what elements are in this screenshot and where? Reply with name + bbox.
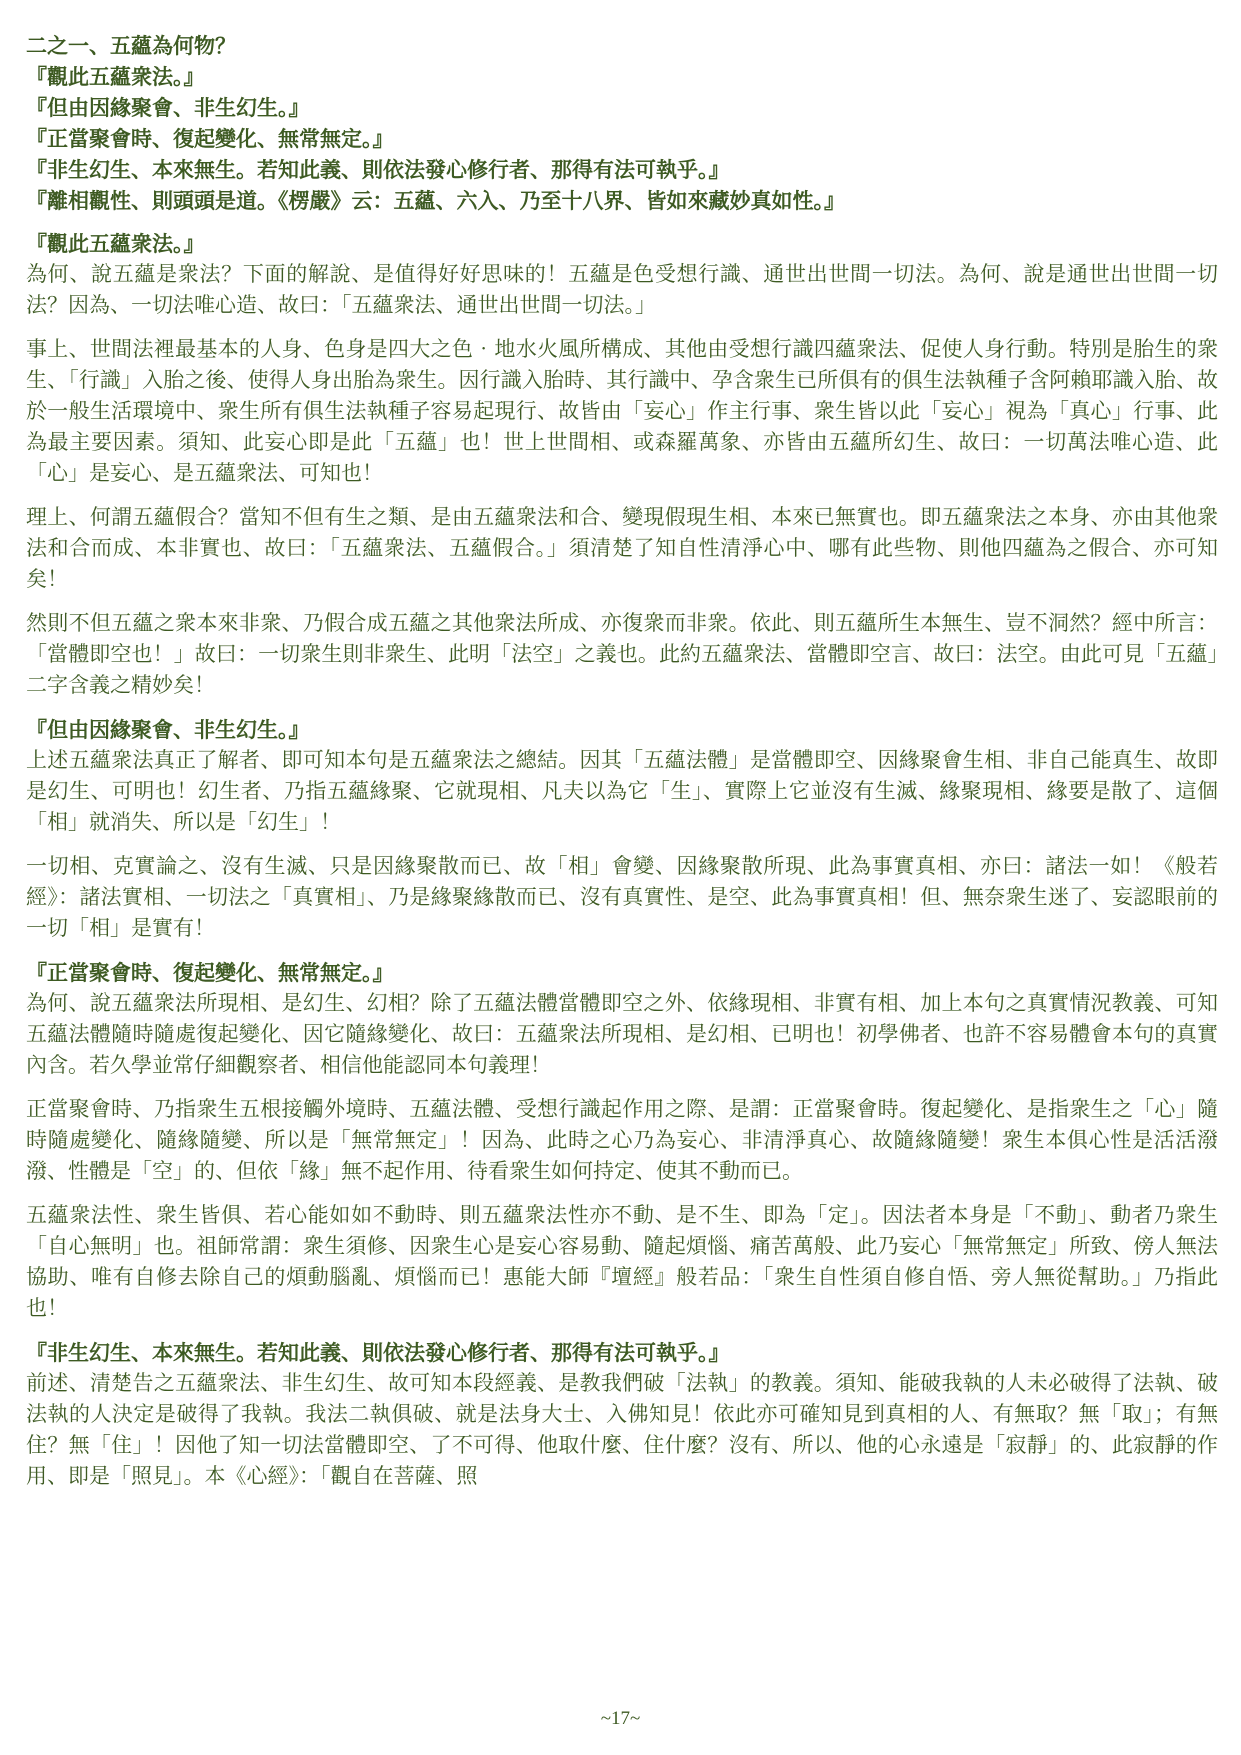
section-2 — [26, 714, 1218, 944]
paragraph: 前述、清楚告之五蘊衆法、非生幻生、故可知本段經義、是教我們破「法執」的教義。須知、能破我執的人未必破得了法執、破法執的人決定是破得了我執。我法二執俱破、就是法身大士、入佛知見！依此亦可確知見到真相的人、有無取？無「取」；有無住？無「住」！因他了知一切法當體即空、了不可得、他取什麼、住什麼？沒有、所以、他的心永遠是「寂靜」的、此寂靜的作用、即是「照見」。本《心經》：「觀自在菩薩、照 — [26, 1371, 1218, 1488]
document-page — [26, 30, 1218, 1720]
paragraph: 理上、何謂五蘊假合？當知不但有生之類、是由五蘊衆法和合、變現假現生相、本來已無實也。即五蘊衆法之本身、亦由其他衆法和合而成、本非實也、故曰：「五蘊衆法、五蘊假合。」須清楚了知自性清淨心中、哪有此些物、則他四蘊為之假合、亦可知矣！ — [26, 505, 1218, 591]
section-heading: 『正當聚會時、復起變化、無常無定。』 — [26, 960, 394, 985]
intro-line: 『離相觀性、則頭頭是道。《楞嚴》云：五蘊、六入、乃至十八界、皆如來藏妙真如性。』 — [26, 188, 845, 213]
intro-line: 『觀此五蘊衆法。』 — [26, 64, 205, 89]
section-heading: 『觀此五蘊衆法。』 — [26, 231, 205, 256]
paragraph: 五蘊衆法性、衆生皆俱、若心能如如不動時、則五蘊衆法性亦不動、是不生、即為「定」。因法者本身是「不動」、動者乃衆生「自心無明」也。祖師常謂：衆生須修、因衆生心是妄心容易動、隨起煩惱、痛苦萬般、此乃妄心「無常無定」所致、傍人無法協助、唯有自修去除自己的煩動腦亂、煩惱而已！惠能大師『壇經』般若品：「衆生自性須自修自悟、旁人無從幫助。」乃指此也！ — [26, 1203, 1218, 1320]
section-4 — [26, 1337, 1218, 1492]
section-heading: 『非生幻生、本來無生。若知此義、則依法發心修行者、那得有法可執乎。』 — [26, 1340, 730, 1365]
intro-line: 『非生幻生、本來無生。若知此義、則依法發心修行者、那得有法可執乎。』 — [26, 157, 730, 182]
chapter-title: 二之一、五蘊為何物？ — [26, 33, 236, 58]
section-3 — [26, 957, 1218, 1324]
section-1 — [26, 228, 1218, 701]
paragraph: 為何、說五蘊衆法所現相、是幻生、幻相？除了五蘊法體當體即空之外、依緣現相、非實有相、加上本句之真實情況教義、可知五蘊法體隨時隨處復起變化、因它隨緣變化、故曰：五蘊衆法所現相、是幻相、已明也！初學佛者、也許不容易體會本句的真實內含。若久學並常仔細觀察者、相信他能認同本句義理！ — [26, 991, 1218, 1077]
paragraph: 正當聚會時、乃指衆生五根接觸外境時、五蘊法體、受想行識起作用之際、是謂：正當聚會時。復起變化、是指衆生之「心」隨時隨處變化、隨緣隨變、所以是「無常無定」！因為、此時之心乃為妄心、非清淨真心、故隨緣隨變！衆生本俱心性是活活潑潑、性體是「空」的、但依「緣」無不起作用、待看衆生如何持定、使其不動而已。 — [26, 1097, 1218, 1183]
paragraph: 上述五蘊衆法真正了解者、即可知本句是五蘊衆法之總結。因其「五蘊法體」是當體即空、因緣聚會生相、非自己能真生、故即是幻生、可明也！幻生者、乃指五蘊緣聚、它就現相、凡夫以為它「生」、實際上它並沒有生滅、緣聚現相、緣要是散了、這個「相」就消失、所以是「幻生」！ — [26, 748, 1218, 834]
page-number: ~17~ — [600, 1708, 641, 1729]
paragraph: 為何、說五蘊是衆法？下面的解說、是值得好好思味的！五蘊是色受想行識、通世出世間一切法。為何、說是通世出世間一切法？因為、一切法唯心造、故曰：「五蘊衆法、通世出世間一切法。」 — [26, 262, 1218, 317]
section-heading: 『但由因緣聚會、非生幻生。』 — [26, 717, 310, 742]
intro-block — [26, 30, 1218, 216]
paragraph: 一切相、克實論之、沒有生滅、只是因緣聚散而已、故「相」會變、因緣聚散所現、此為事實真相、亦曰：諸法一如！《般若經》：諸法實相、一切法之「真實相」、乃是緣聚緣散而已、沒有真實性、是空、此為事實真相！但、無奈衆生迷了、妄認眼前的一切「相」是實有！ — [26, 854, 1218, 940]
paragraph: 事上、世間法裡最基本的人身、色身是四大之色‧地水火風所構成、其他由受想行識四蘊衆法、促使人身行動。特別是胎生的衆生、「行識」入胎之後、使得人身出胎為衆生。因行識入胎時、其行識中、孕含衆生已所俱有的俱生法執種子含阿賴耶識入胎、故於一般生活環境中、衆生所有俱生法執種子容易起現行、故皆由「妄心」作主行事、衆生皆以此「妄心」視為「真心」行事、此為最主要因素。須知、此妄心即是此「五蘊」也！世上世間相、或森羅萬象、亦皆由五蘊所幻生、故曰：一切萬法唯心造、此「心」是妄心、是五蘊衆法、可知也！ — [26, 337, 1218, 485]
paragraph: 然則不但五蘊之衆本來非衆、乃假合成五蘊之其他衆法所成、亦復衆而非衆。依此、則五蘊所生本無生、豈不洞然？經中所言：「當體即空也！」故曰：一切衆生則非衆生、此明「法空」之義也。此約五蘊衆法、當體即空言、故曰：法空。由此可見「五蘊」二字含義之精妙矣！ — [26, 611, 1218, 697]
intro-line: 『但由因緣聚會、非生幻生。』 — [26, 95, 310, 120]
intro-line: 『正當聚會時、復起變化、無常無定。』 — [26, 126, 394, 151]
